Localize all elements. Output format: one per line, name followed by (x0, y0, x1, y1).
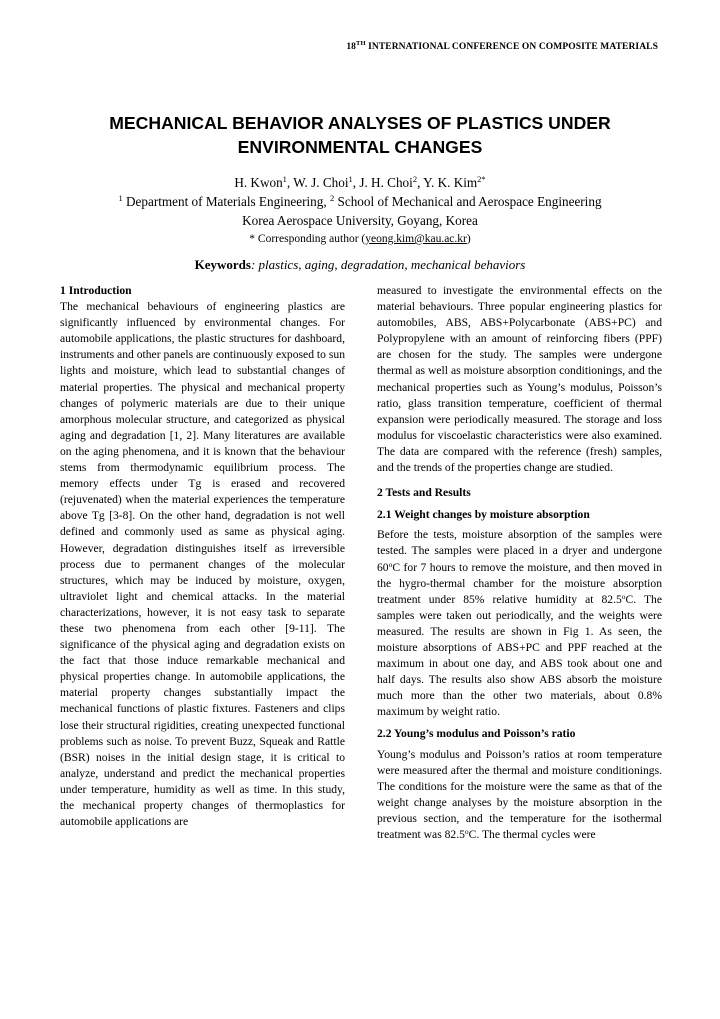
author-names (40, 173, 680, 192)
author-4: , Y. K. Kim (417, 175, 478, 190)
keywords-text: : plastics, aging, degradation, mechanical behaviors (250, 257, 526, 272)
header-number: 18 (346, 42, 357, 52)
weight-changes-heading: 2.1 Weight changes by moisture absorption (377, 508, 590, 522)
introduction-heading: 1 Introduction (60, 284, 132, 297)
left-column (60, 283, 345, 830)
header-text: INTERNATIONAL CONFERENCE ON COMPOSITE MATERIALS (365, 42, 658, 52)
author-1-affiliation-mark: 1 (282, 174, 287, 184)
affiliation-2-mark: 2 (329, 193, 335, 203)
title-line-2: ENVIRONMENTAL CHANGES (237, 137, 483, 157)
affiliation-1: Department of Materials Engineering, (122, 194, 330, 209)
author-3-affiliation-mark: 2 (412, 174, 418, 184)
corresponding-suffix: ) (466, 233, 471, 245)
affiliations (40, 192, 680, 211)
university: Korea Aerospace University, Goyang, Korea (242, 213, 478, 228)
tests-results-heading: 2 Tests and Results (377, 486, 471, 500)
keywords-line (40, 257, 680, 273)
header-superscript: TH (356, 40, 366, 47)
corresponding-author (40, 230, 680, 249)
weight-changes-paragraph: Before the tests, moisture absorption of the samples were tested. The samples were placed in a dryer and undergone 60$^o$C for 7 hours to remove the moisture, and then moved in the hygro-thermal chamber for the moisture absorption treatment under 85% relative humidity at 82.5$^o$C. The samples were taken out periodically, and the weights were measured. The results are shown in Fig 1. As seen, the moisture absorptions of ABS+PC and PPF reached at the maximum in about one day, and ABS took about one and half days. The results also show ABS absorb the moisture much more than the other two materials, about 0.8% maximum by weight ratio. (377, 528, 662, 719)
introduction-paragraph: The mechanical behaviours of engineering plastics are significantly influenced by environmental changes. For automobile applications, the plastic structures for dashboard, instruments and other panels are continuously exposed to sun lights and moisture, which lead to substantial changes of material properties. The physical and mechanical property changes of polymeric materials are due to their unique amorphous molecular structure, and categorized as physical aging and degradation [1, 2]. Many literatures are available on the aging phenomena, and it is known that the behaviour stems from thermodynamic equilibrium process. The memory effects under Tg is erased and recovered (rejuvenated) when the material experiences the temperature above Tg [3-8]. On the other hand, degradation is not well defined and commonly used as same as physical aging. However, degradation distinguishes itself as irreversible process due to permanent changes of the molecular structures, which may be induced by moisture, oxygen, ultraviolet light and chemical attacks. In the material characterizations, however, it is not easy task to separate these two phenomena from each other [9-11]. The significance of the physical aging and degradation exists on the fact that those induce remarkable mechanical and physical properties change. In automobile applications, the material property changes substantially impact the mechanical functions of plastic fixtures. Fasteners and clips lose their structural rigidities, creating unexpected functional problems such as noise. To prevent Buzz, Squeak and Rattle (BSR) noises in the initial design stage, it is critical to analyze, understand and predict the mechanical properties under temperature, humidity as well as time. In this study, the mechanical property changes of thermoplastics for automobile applications are (60, 300, 345, 829)
author-2: , W. J. Choi (286, 175, 349, 190)
youngs-modulus-heading: 2.2 Young’s modulus and Poisson’s ratio (377, 727, 576, 741)
author-2-affiliation-mark: 1 (348, 174, 353, 184)
keywords-label: Keywords (194, 257, 251, 272)
corresponding-prefix: * Corresponding author ( (249, 233, 366, 245)
author-4-affiliation-mark: 2* (477, 174, 486, 184)
author-1: H. Kwon (234, 175, 283, 190)
right-column (377, 283, 662, 843)
author-block (40, 173, 680, 249)
title-line-1: MECHANICAL BEHAVIOR ANALYSES OF PLASTICS UNDER (109, 113, 611, 133)
introduction-continued-paragraph: measured to investigate the environmental effects on the material behaviours. Three popular engineering plastics for automobiles, ABS, ABS+Polycarbonate (ABS+PC) and Polypropylene with an amount of reinforcing fibers (PPF) are chosen for the study. The samples were undergone thermal as well as moisture absorption conditionings, and the mechanical properties such as Young’s modulus, Poisson’s ratio, glass transition temperature, coefficient of thermal expansion were periodically measured. The storage and loss modulus for viscoelastic characteristics were also examined. The data are compared with the reference (fresh) samples, and the trends of the properties change are studied. (377, 284, 662, 475)
running-header (0, 42, 658, 52)
author-3: , J. H. Choi (352, 175, 413, 190)
youngs-modulus-paragraph: Young’s modulus and Poisson’s ratios at room temperature were measured after the thermal and moisture conditionings. The conditions for the moisture were the same as that of the weight change analyses by the moisture absorption in the previous section, and the temperature for the isothermal treatment was 82.5$^o$C. The thermal cycles were (377, 747, 662, 841)
corresponding-email-link[interactable]: yeong.kim@kau.ac.kr (365, 233, 467, 245)
affiliation-1-mark: 1 (118, 193, 123, 203)
paper-title (40, 111, 680, 159)
affiliation-2: School of Mechanical and Aerospace Engineering (334, 194, 602, 209)
